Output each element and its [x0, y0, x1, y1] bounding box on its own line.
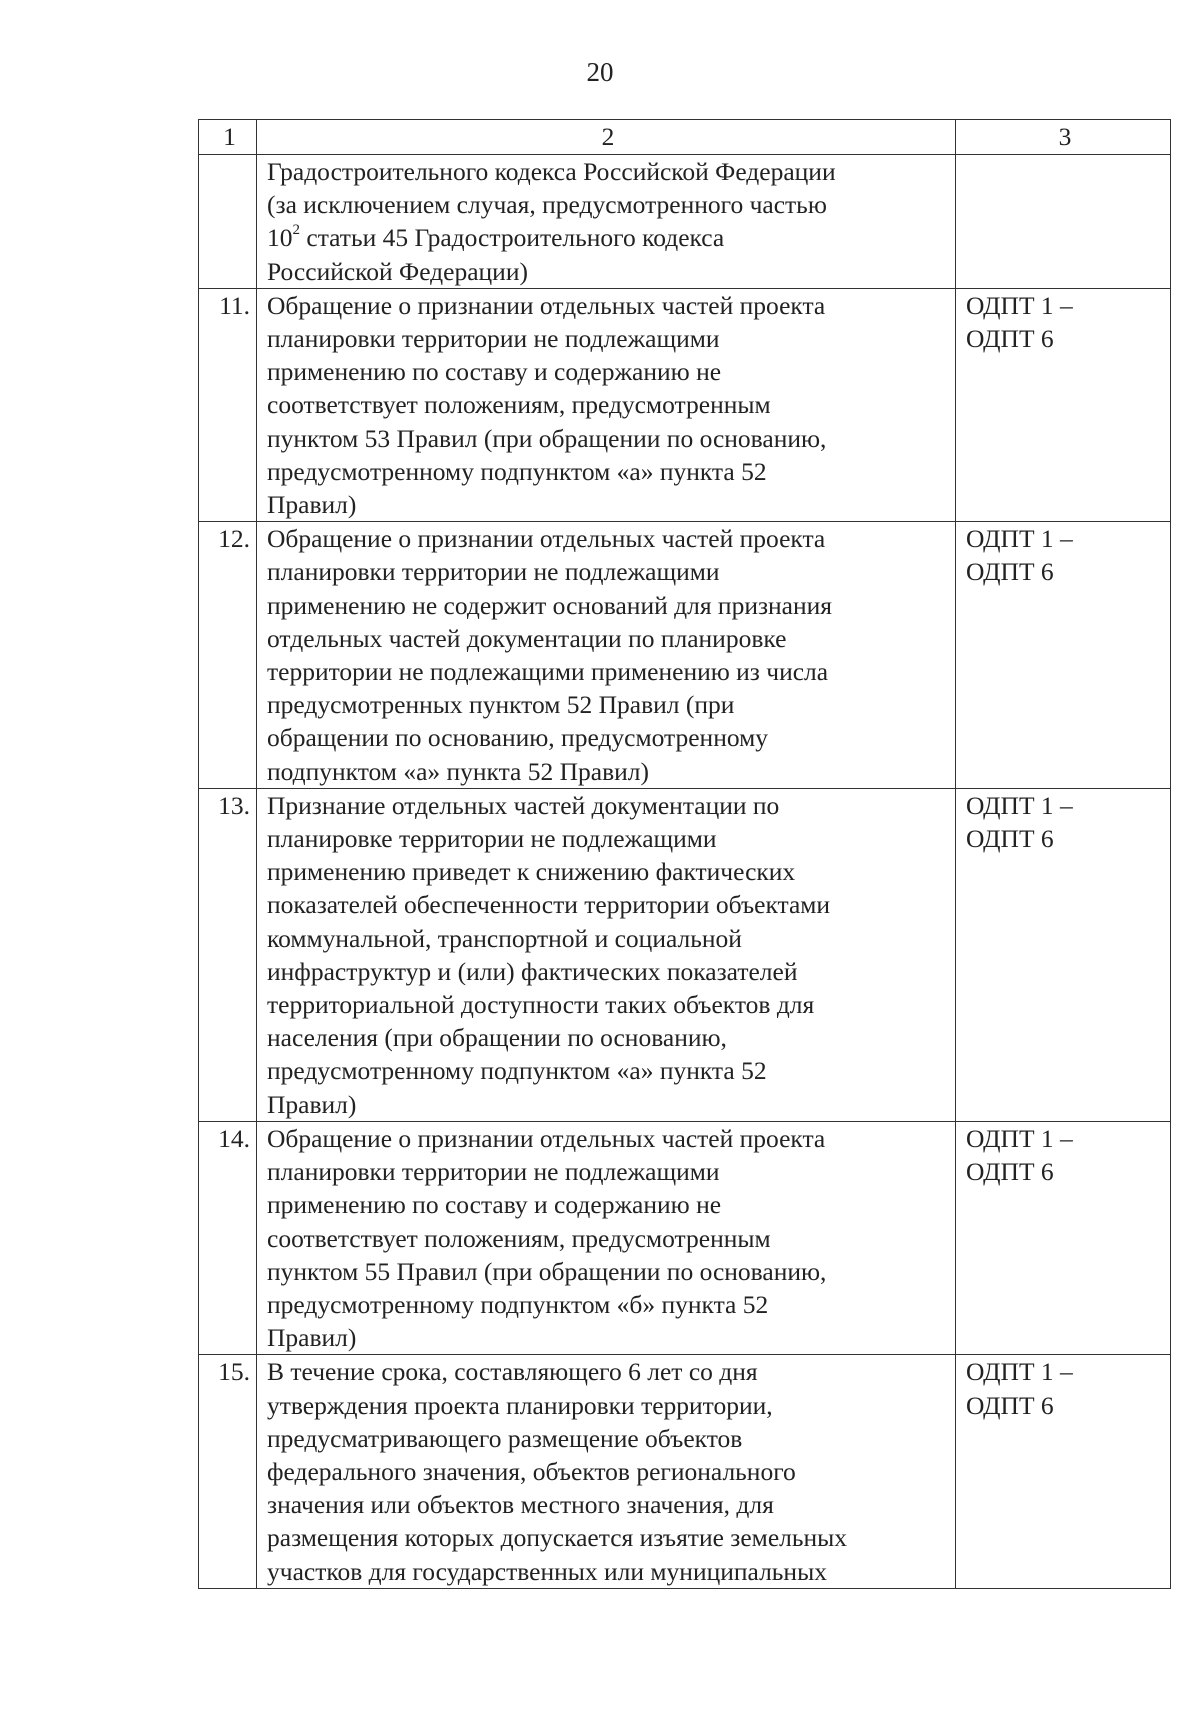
criteria-table — [198, 119, 1171, 1589]
table-row — [199, 788, 1171, 1121]
row-code — [956, 1121, 1171, 1354]
description-line: коммунальной, транспортной и социальной — [267, 923, 742, 953]
description-line: (за исключением случая, предусмотренного частью — [267, 190, 827, 220]
description-line: показателей обеспеченности территории объектами — [267, 890, 831, 920]
description-line: пунктом 53 Правил (при обращении по основанию, — [267, 423, 827, 453]
description-line: Российской Федерации) — [267, 256, 528, 286]
page-number: 20 — [586, 57, 614, 87]
row-description — [257, 1355, 956, 1588]
description-line: пунктом 55 Правил (при обращении по основанию, — [267, 1256, 827, 1286]
description-line: соответствует положениям, предусмотренным — [267, 1223, 771, 1253]
description-line: Градостроительного кодекса Российской Федерации — [267, 157, 836, 186]
row-number: 12. — [199, 522, 257, 789]
description-line: инфраструктур и (или) фактических показателей — [267, 956, 798, 986]
description-line: предусмотренному подпунктом «а» пункта 52 — [267, 456, 767, 486]
description-line: утверждения проекта планировки территории, — [267, 1390, 773, 1420]
description-line: отдельных частей документации по планировке — [267, 623, 787, 653]
description-line: планировки территории не подлежащими — [267, 557, 720, 587]
table-header-row — [199, 120, 1171, 155]
row-description — [257, 522, 956, 789]
row-description — [257, 155, 956, 289]
description-line: Обращение о признании отдельных частей проекта — [267, 290, 826, 320]
code-line: ОДПТ 1 – — [966, 524, 1073, 554]
code-line: ОДПТ 6 — [966, 557, 1054, 587]
code-line: ОДПТ 6 — [966, 1157, 1054, 1187]
description-line: территориальной доступности таких объектов для — [267, 990, 815, 1020]
row-number — [199, 155, 257, 289]
row-description — [257, 288, 956, 521]
table-row — [199, 288, 1171, 521]
code-line: ОДПТ 6 — [966, 1390, 1054, 1420]
row-number: 13. — [199, 788, 257, 1121]
description-line: планировки территории не подлежащими — [267, 1157, 720, 1187]
description-line: применению по составу и содержанию не — [267, 357, 722, 387]
description-line: подпунктом «а» пункта 52 Правил) — [267, 756, 650, 786]
row-description — [257, 788, 956, 1121]
table-row — [199, 1121, 1171, 1354]
description-line: В течение срока, составляющего 6 лет со дня — [267, 1357, 758, 1387]
header-col-3: 3 — [956, 120, 1171, 155]
description-line: федерального значения, объектов регионального — [267, 1456, 796, 1486]
description-line: соответствует положениям, предусмотренным — [267, 390, 771, 420]
description-line: применению не содержит оснований для признания — [267, 590, 833, 620]
table-body — [199, 120, 1171, 1589]
superscript-base: 10 — [267, 223, 293, 253]
row-code — [956, 1355, 1171, 1588]
row-number: 14. — [199, 1121, 257, 1354]
row-code — [956, 788, 1171, 1121]
description-line: Правил) — [267, 1089, 357, 1119]
code-line: ОДПТ 1 – — [966, 290, 1073, 320]
description-line: Признание отдельных частей документации по — [267, 790, 780, 820]
description-line: участков для государственных или муниципальных — [267, 1556, 827, 1586]
code-line: ОДПТ 1 – — [966, 1123, 1073, 1153]
description-line: предусматривающего размещение объектов — [267, 1423, 743, 1453]
row-code — [956, 522, 1171, 789]
table-row — [199, 522, 1171, 789]
description-line: значения или объектов местного значения, для — [267, 1490, 774, 1520]
code-line: ОДПТ 6 — [966, 824, 1054, 854]
code-line: ОДПТ 6 — [966, 324, 1054, 354]
row-description — [257, 1121, 956, 1354]
description-line-superscript — [267, 221, 949, 254]
description-line: предусмотренному подпунктом «а» пункта 52 — [267, 1056, 767, 1086]
row-number: 11. — [199, 288, 257, 521]
description-line: Обращение о признании отдельных частей проекта — [267, 1123, 826, 1153]
header-col-2: 2 — [257, 120, 956, 155]
description-line: предусмотренных пунктом 52 Правил (при — [267, 690, 735, 720]
row-number: 15. — [199, 1355, 257, 1588]
description-line: предусмотренному подпунктом «б» пункта 52 — [267, 1289, 769, 1319]
description-line: планировки территории не подлежащими — [267, 324, 720, 354]
description-line: Правил) — [267, 1323, 357, 1353]
row-code — [956, 288, 1171, 521]
description-line: территории не подлежащими применению из числа — [267, 657, 829, 687]
description-line: Обращение о признании отдельных частей проекта — [267, 524, 826, 554]
description-line: обращении по основанию, предусмотренному — [267, 723, 768, 753]
description-line: планировке территории не подлежащими — [267, 824, 717, 854]
superscript: 2 — [292, 221, 300, 238]
code-line: ОДПТ 1 – — [966, 790, 1073, 820]
description-line: населения (при обращении по основанию, — [267, 1023, 727, 1053]
description-line: размещения которых допускается изъятие земельных — [267, 1523, 848, 1553]
header-col-1: 1 — [199, 120, 257, 155]
description-line: применению по составу и содержанию не — [267, 1190, 722, 1220]
row-code — [956, 155, 1171, 289]
code-line: ОДПТ 1 – — [966, 1357, 1073, 1387]
description-line: применению приведет к снижению фактических — [267, 857, 796, 887]
description-line: Правил) — [267, 490, 357, 520]
superscript-rest: статьи 45 Градостроительного кодекса — [300, 223, 725, 253]
table-row — [199, 1355, 1171, 1588]
table-row — [199, 155, 1171, 289]
